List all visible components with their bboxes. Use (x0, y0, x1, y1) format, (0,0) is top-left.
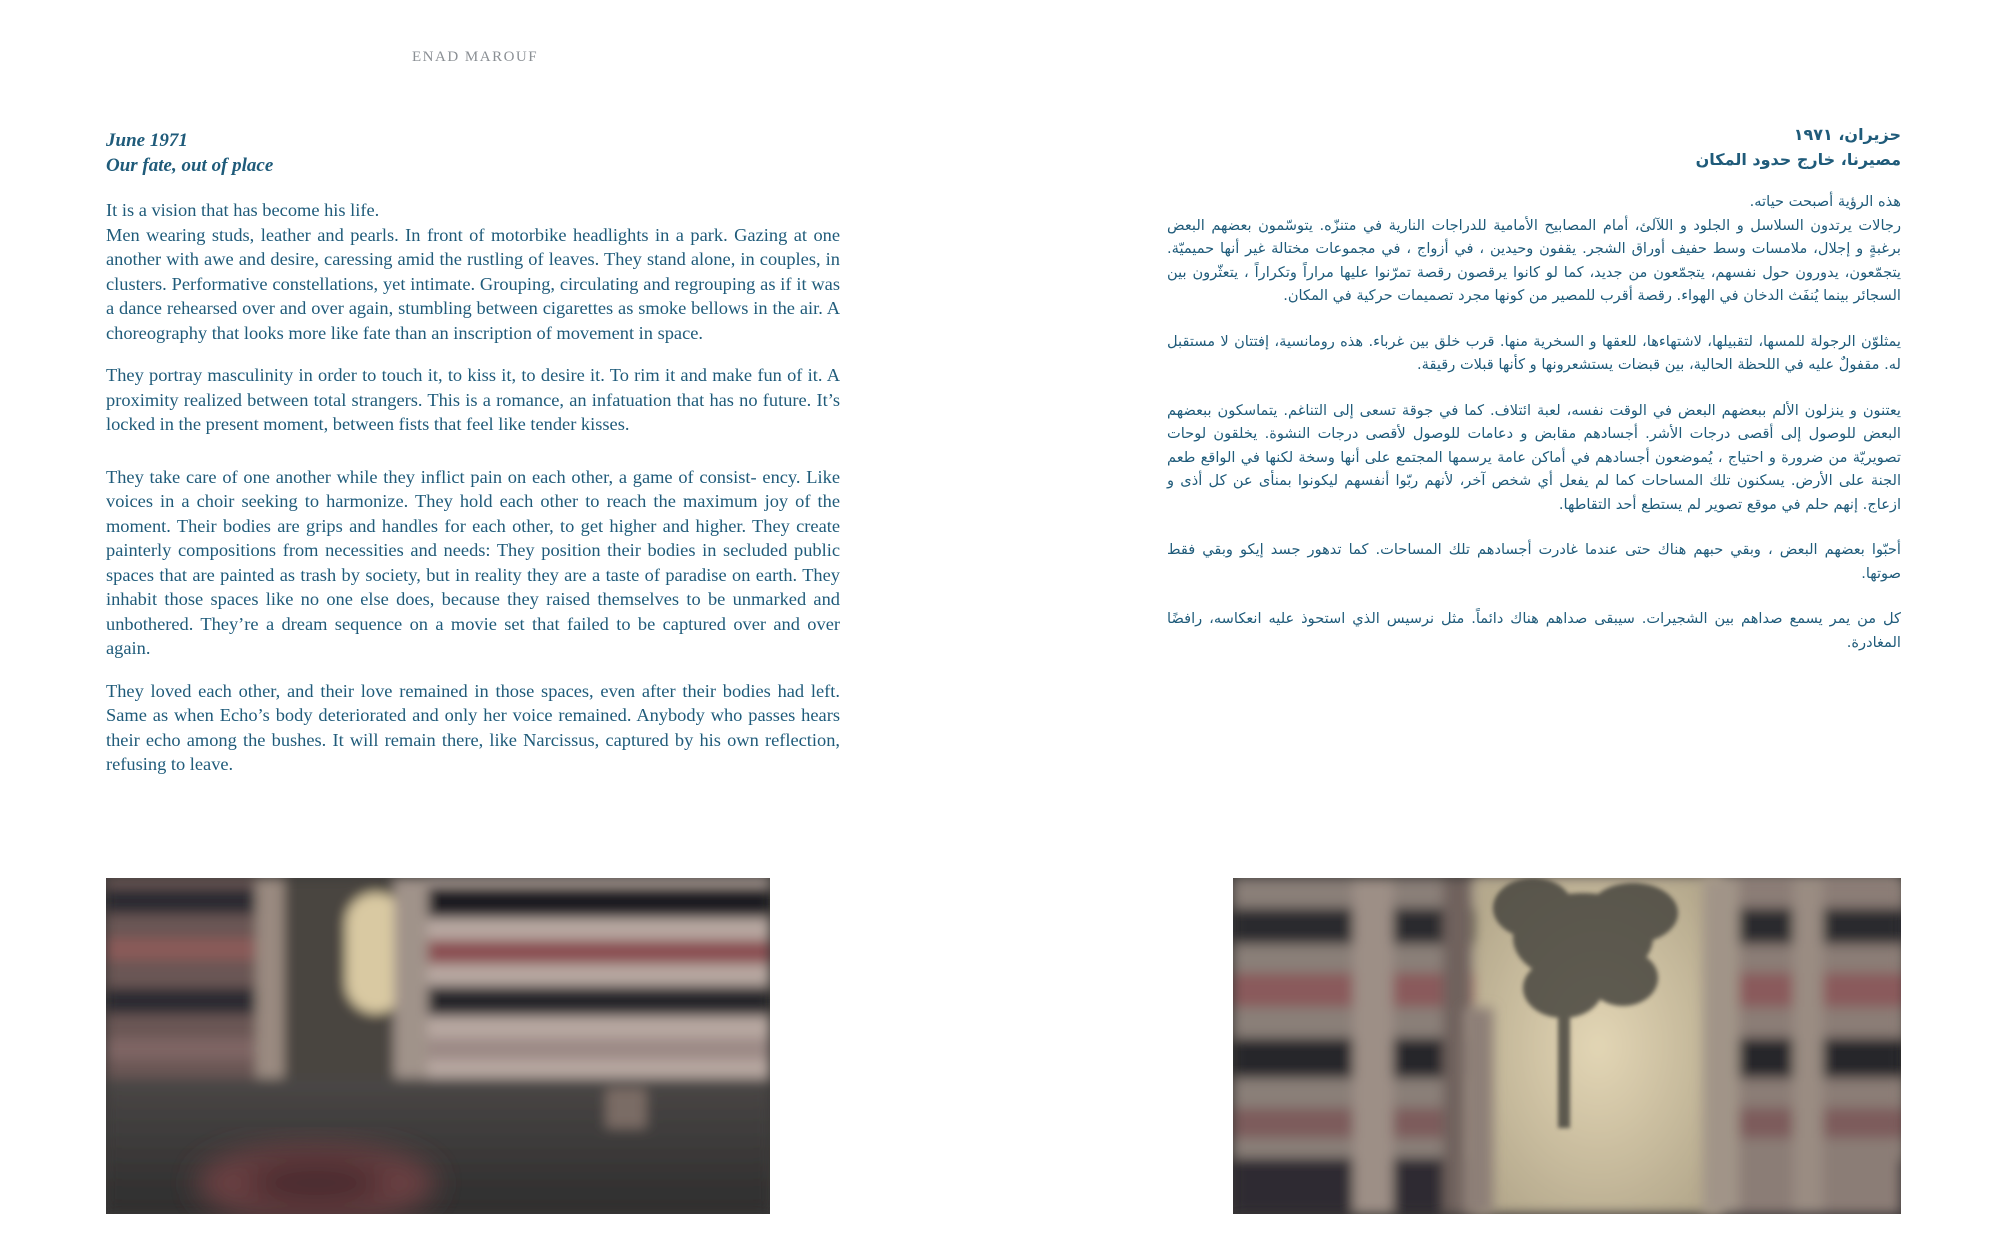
photo-right (1233, 878, 1901, 1214)
running-header: ENAD MAROUF (412, 49, 539, 65)
english-title-subtitle: Our fate, out of place (106, 155, 274, 176)
english-paragraph: Men wearing studs, leather and pearls. In front of motorbike headlights in a park. Gazing at one another with awe and desire, caressing amid the rustling of leaves. They stand alone, in couples, in clusters. Performative constellations, yet intimate. Grouping, circulating and regrouping as if it was a dance rehearsed over and over again, stumbling between cigarettes as smoke bellows in the air. A choreography that looks more like fate than an inscription of movement in space. (106, 224, 840, 343)
english-paragraph: They portray masculinity in order to touch it, to kiss it, to desire it. To rim it and make fun of it. A proximity realized between total strangers. This is a romance, an infatuation that has no future. It’s locked in the present moment, between fists that feel like tender kisses. (106, 365, 840, 434)
arabic-paragraph: يمثلوّن الرجولة للمسها، لتقبيلها، لاشتهاءها، للعقها و السخرية منها. قرب خلق بين غرباء. هذه رومانسية، إفتتان لا مستقبل له. مقفولٌ عليه في اللحظة الحالية، بين قبضات يستشعرونها و كأنها قبلات رقيقة. (1167, 332, 1901, 373)
english-title-date: June 1971 (106, 130, 188, 151)
arabic-title (1167, 122, 1901, 172)
english-paragraph: It is a vision that has become his life. (106, 200, 380, 220)
photo-right-image (1233, 878, 1901, 1214)
arabic-paragraph: هذه الرؤية أصبحت حياته. (1749, 193, 1901, 210)
arabic-paragraph: أحبّوا بعضهم البعض ، وبقي حبهم هناك حتى عندما غادرت أجسادهم تلك المساحات. كما تدهور جسد إيكو وبقي فقط صوتها. (1167, 541, 1901, 582)
arabic-paragraph: رجالات يرتدون السلاسل و الجلود و اللآلئ، أمام المصابيح الأمامية للدراجات النارية في متنزّه. يتوسّمون بعضهم البعض برغبةٍ و إجلال، ملامسات وسط حفيف أوراق الشجر. يقفون وحيدين ، في أزواج ، في مجموعات مختالة غير أنها حميميّة. يتجمّعون، يدورون حول نفسهم، يتجمّعون من جديد، كما لو كانوا يرقصون رقصة تمرّنوا عليها مراراً وتكراراً ، يتعثّرون بين السجائر بينما يُنفَث الدخان في الهواء. رقصة أقرب للمصير من كونها مجرد تصميمات حركية في المكان. (1167, 216, 1901, 304)
arabic-paragraph: كل من يمر يسمع صداهم بين الشجيرات. سيبقى صداهم هناك دائماً. مثل نرسيس الذي استحوذ عليه انعكاسه، رافضًا المغادرة. (1167, 610, 1901, 651)
english-title (106, 128, 840, 178)
photo-left (106, 878, 770, 1214)
english-paragraph: They loved each other, and their love remained in those spaces, even after their bodies had left. Same as when Echo’s body deteriorated and only her voice remained. Anybody who passes hears their echo among the bushes. It will remain there, like Narcissus, captured by his own reflection, refusing to leave. (106, 680, 840, 774)
english-paragraph: They take care of one another while they inflict pain on each other, a game of consist- ency. Like voices in a choir seeking to harmonize. They hold each other to reach the maximum joy of the moment. Their bodies are grips and handles for each other, to get higher and higher. They create painterly compositions from necessities and needs: They position their bodies in secluded public spaces that are painted as trash by society, but in reality they are a taste of paradise on earth. They inhabit those spaces like no one else does, because they raised themselves to be unmarked and unbothered. They’re a dream sequence on a movie set that failed to be captured over and over again. (106, 466, 840, 658)
photo-left-image (106, 878, 770, 1214)
english-column (106, 128, 840, 795)
arabic-paragraph: يعتنون و ينزلون الألم ببعضهم البعض في الوقت نفسه، لعبة ائتلاف. كما في جوقة تسعى إلى التناغم. يتماسكون ببعضهم البعض للوصول إلى أقصى درجات الأشر. أجسادهم مقابض و دعامات للوصول لأقصى درجات النشوة. يخلقون لوحات تصويريّة من ضرورة و احتياج ، يُموضعون أجسادهم في أماكن عامة يرسمها المجتمع على أنها وسخة لكنها في الواقع طعم الجنة على الأرض. يسكنون تلك المساحات كما لم يفعل أي شخص آخر، لأنهم ربّوا أنفسهم ليكونوا بمنأى عن كل أذى و ازعاج. إنهم حلم في موقع تصوير لم يستطع أحد التقاطها. (1167, 401, 1901, 513)
arabic-column (1167, 122, 1901, 676)
arabic-title-subtitle: مصيرنا، خارج حدود المكان (1695, 150, 1901, 169)
arabic-title-date: حزيران، ١٩٧١ (1793, 125, 1901, 144)
